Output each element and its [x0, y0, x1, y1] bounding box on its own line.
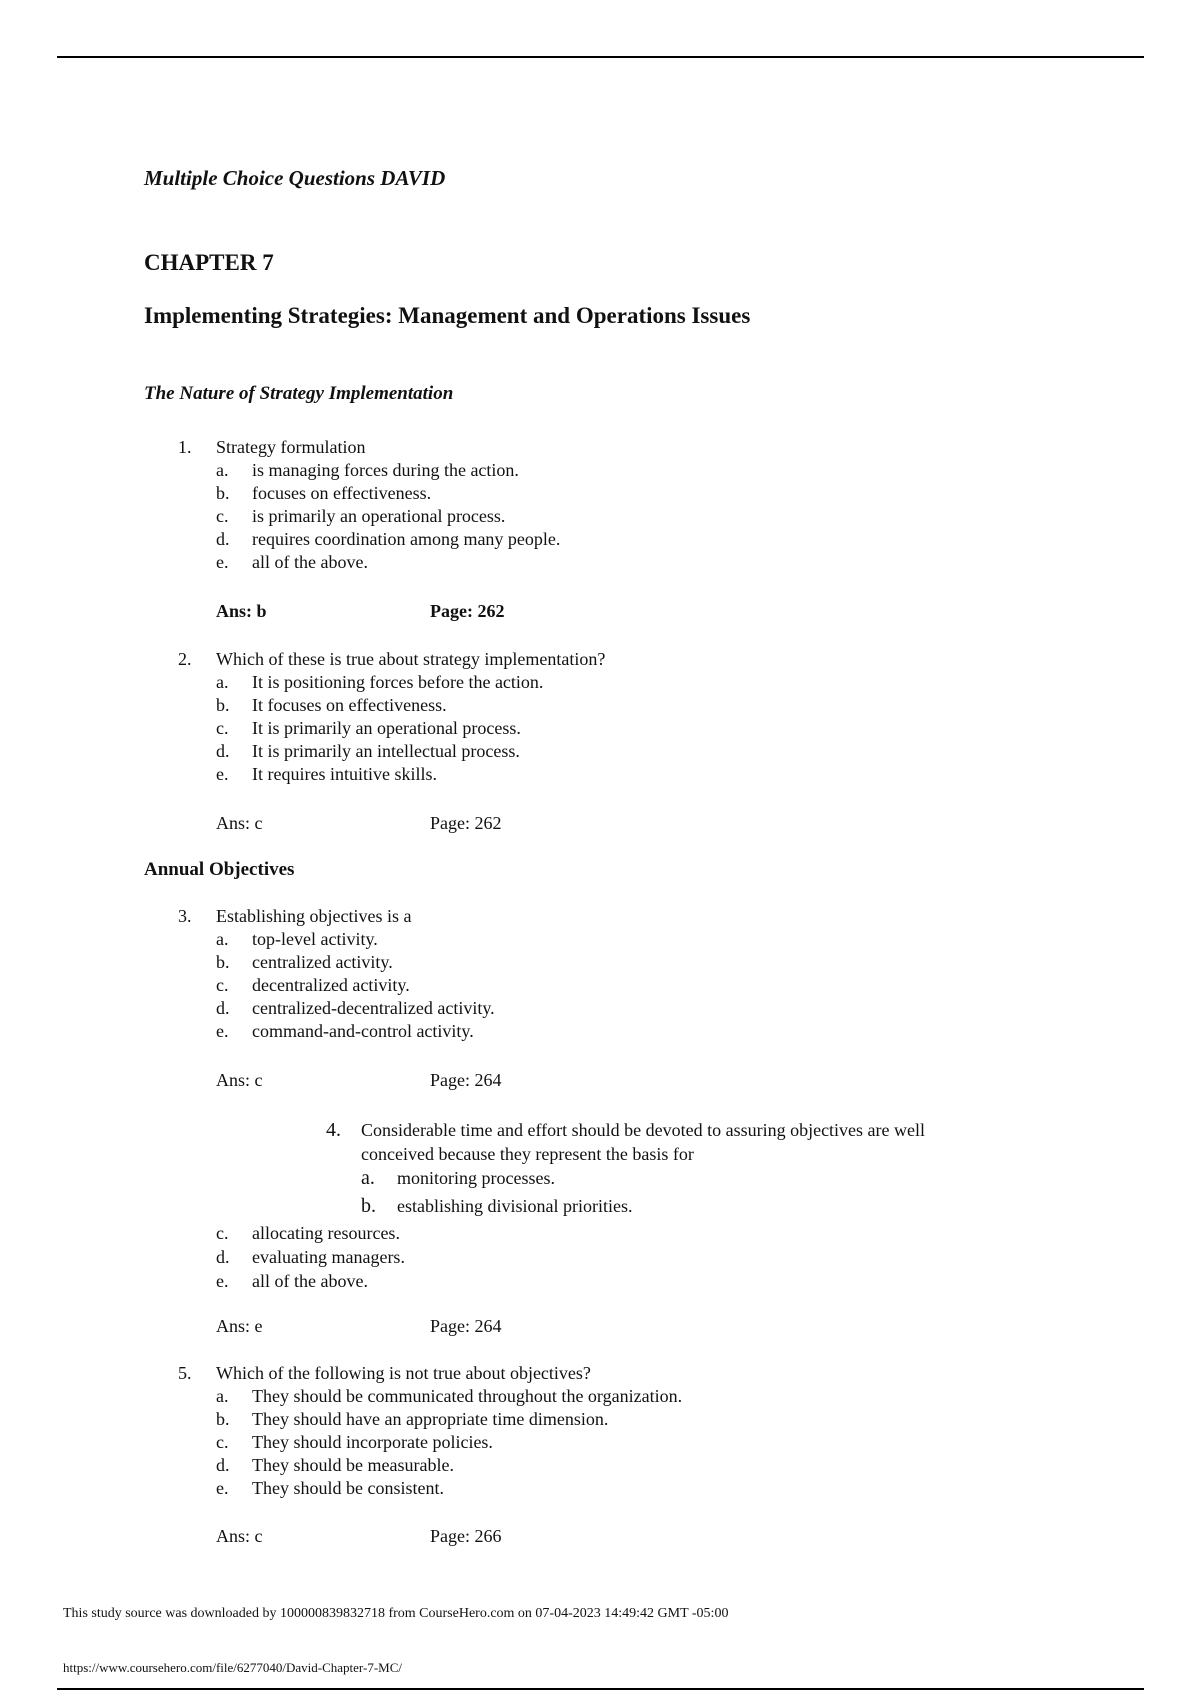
- answer-line-5: [216, 1526, 502, 1547]
- option-c: c. decentralized activity.: [216, 975, 410, 995]
- option-b: b. It focuses on effectiveness.: [216, 695, 447, 715]
- question-stem: 3. Establishing objectives is a: [178, 906, 412, 926]
- option-e: e. They should be consistent.: [216, 1478, 444, 1498]
- question-number: 2.: [178, 649, 192, 669]
- option-a: a. They should be communicated throughout the organization.: [216, 1386, 683, 1406]
- question-number: 3.: [178, 906, 192, 926]
- option-e: e. all of the above.: [216, 552, 368, 572]
- page-ref: Page: 262: [430, 813, 502, 833]
- document-title: Multiple Choice Questions DAVID: [144, 166, 446, 190]
- section-heading-nature: The Nature of Strategy Implementation: [144, 383, 454, 404]
- answer: Ans: e: [216, 1316, 263, 1336]
- option-d: d. They should be measurable.: [216, 1455, 454, 1475]
- option-d: d. centralized-decentralized activity.: [216, 998, 495, 1018]
- option-c: c. It is primarily an operational process.: [216, 718, 521, 738]
- option-d: d. requires coordination among many people.: [216, 529, 561, 549]
- top-rule: [57, 56, 1144, 58]
- download-notice: This study source was downloaded by 100000839832718 from CourseHero.com on 07-04-2023 14:49:42 GMT -05:00: [63, 1606, 729, 1621]
- question-stem: 4. Considerable time and effort should be devoted to assuring objectives are well: [326, 1119, 926, 1141]
- question-stem: 2. Which of these is true about strategy implementation?: [178, 649, 606, 669]
- option-e: e. all of the above.: [216, 1271, 368, 1291]
- option-e: e. command-and-control activity.: [216, 1021, 474, 1041]
- chapter-subtitle: Implementing Strategies: Management and Operations Issues: [144, 303, 751, 328]
- option-b: b. They should have an appropriate time dimension.: [216, 1409, 609, 1429]
- option-a: a. It is positioning forces before the action.: [216, 672, 544, 692]
- question-5: [178, 1362, 683, 1500]
- question-stem: 1. Strategy formulation: [178, 437, 366, 457]
- answer-line-3: [216, 1070, 502, 1091]
- page-ref: Page: 262: [430, 601, 505, 621]
- answer-line-4: [216, 1316, 502, 1337]
- option-c: c. allocating resources.: [216, 1223, 400, 1243]
- option-b: b. establishing divisional priorities.: [361, 1195, 633, 1217]
- option-a: a. top-level activity.: [216, 929, 378, 949]
- page-ref: Page: 264: [430, 1316, 502, 1336]
- source-url[interactable]: https://www.coursehero.com/file/6277040/David-Chapter-7-MC/: [63, 1660, 402, 1675]
- answer: Ans: c: [216, 813, 263, 833]
- chapter-heading: CHAPTER 7: [144, 250, 274, 275]
- option-d: d. It is primarily an intellectual process.: [216, 741, 520, 761]
- question-1: [178, 436, 561, 574]
- option-a: a. is managing forces during the action.: [216, 460, 519, 480]
- option-a: a. monitoring processes.: [361, 1167, 555, 1189]
- answer-line-1: [216, 601, 505, 622]
- bottom-rule: [57, 1688, 1144, 1690]
- section-heading-annual: Annual Objectives: [144, 859, 295, 880]
- option-d: d. evaluating managers.: [216, 1247, 405, 1267]
- answer: Ans: c: [216, 1070, 263, 1090]
- option-e: e. It requires intuitive skills.: [216, 764, 437, 784]
- option-c: c. is primarily an operational process.: [216, 506, 506, 526]
- page-ref: Page: 266: [430, 1526, 502, 1546]
- option-c: c. They should incorporate policies.: [216, 1432, 493, 1452]
- question-stem: 5. Which of the following is not true about objectives?: [178, 1363, 591, 1383]
- question-number: 5.: [178, 1363, 192, 1383]
- question-3: [178, 905, 495, 1043]
- question-number: 4.: [326, 1119, 341, 1141]
- answer: Ans: b: [216, 601, 267, 621]
- question-2: [178, 648, 606, 786]
- answer-line-2: [216, 813, 502, 834]
- question-4-options-cont: [216, 1221, 405, 1293]
- answer: Ans: c: [216, 1526, 263, 1546]
- page-ref: Page: 264: [430, 1070, 502, 1090]
- option-b: b. focuses on effectiveness.: [216, 483, 432, 503]
- question-number: 1.: [178, 437, 192, 457]
- option-b: b. centralized activity.: [216, 952, 393, 972]
- question-4: [326, 1118, 926, 1218]
- question-stem-line-2: conceived because they represent the basis for: [361, 1144, 694, 1164]
